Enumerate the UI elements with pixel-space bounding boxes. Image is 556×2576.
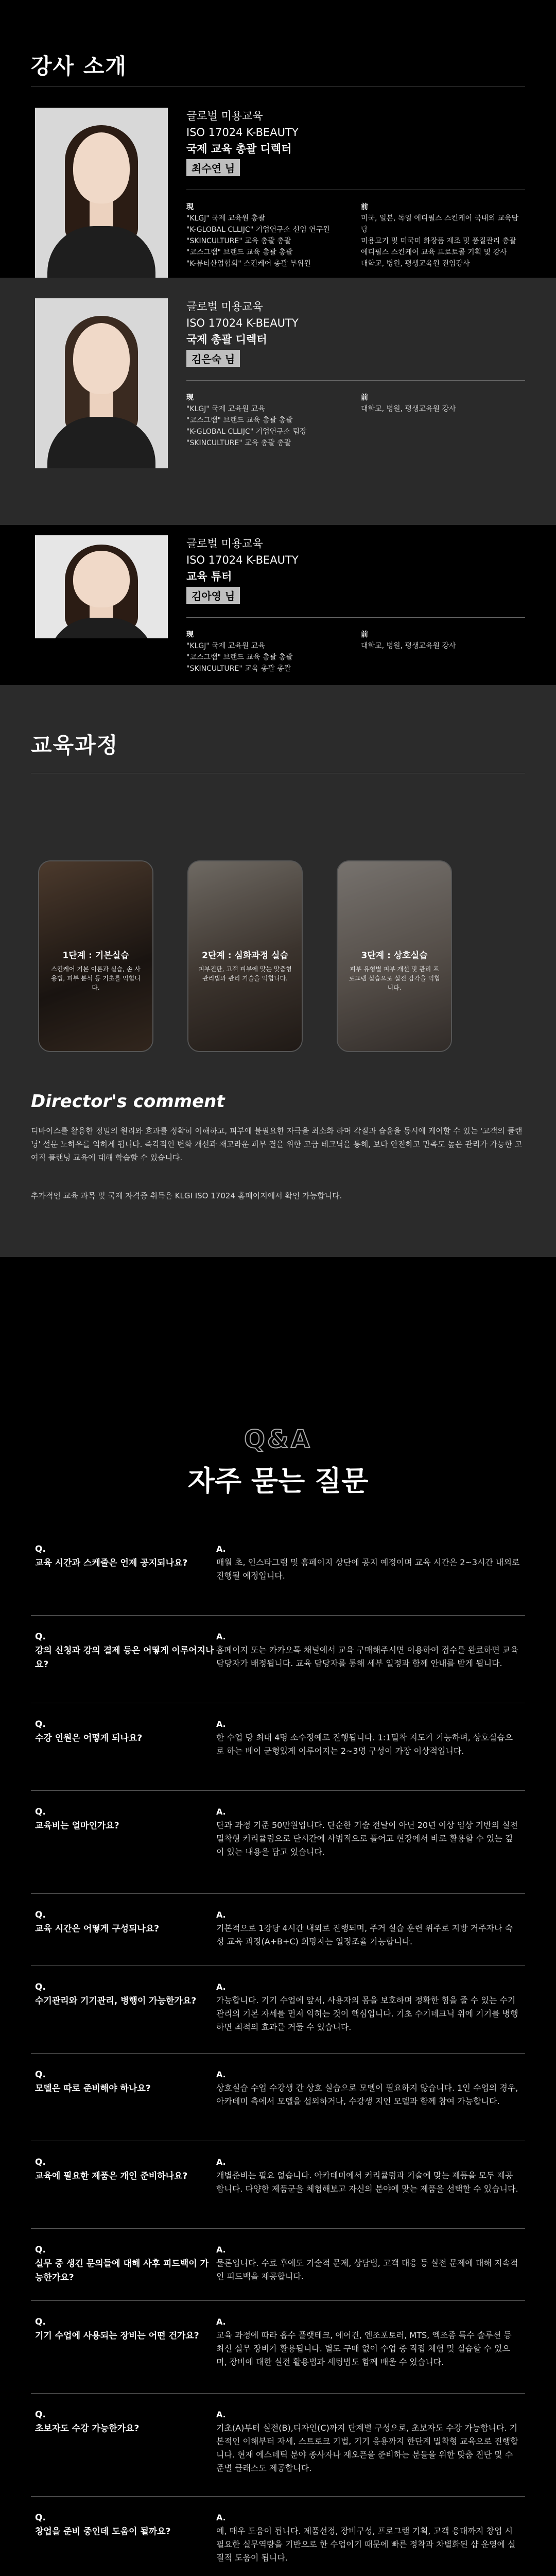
section-title: 강사 소개 [31,54,127,79]
q-mark: Q. [35,1719,46,1730]
faq-question [31,1718,216,1790]
q-mark: Q. [35,2070,46,2080]
faq-question [31,1543,216,1615]
faq-item [31,2394,525,2497]
faq-question-text: 교육 시간과 스케줄은 언제 공지되나요? [35,1558,188,1568]
faq-answer-text: 홈페이지 또는 카카오톡 채널에서 교육 구매해주시면 이용하여 접수를 완료하면 교육 담당자가 배정됩니다. 교육 담당자를 통해 세부 일정과 함께 안내를 받게 됩니다. [216,1645,518,1668]
instructor-role: 국제 교육 총괄 디렉터 [186,143,292,155]
instructor-name: 김아영 님 [186,587,240,604]
a-mark: A. [216,1719,226,1729]
course-card-practice [337,860,452,1052]
a-mark: A. [216,2070,226,2079]
qa-header [0,1425,556,1499]
qa-title-ko: 자주 묻는 질문 [187,1465,369,1497]
faq-question-text: 강의 신청과 강의 결제 등은 어떻게 이루어지나요? [35,1646,214,1670]
faq-answer-text: 교육 과정에 따라 흡수 플랫테크, 에어건, 엔조포토러, MTS, 엑조좀 특수 솔루션 등 최신 실무 장비가 활용됩니다. 별도 구매 없이 수업 중 직접 체험 및 실습할 수 있으며, 장비에 대한 실전 활용법과 세팅법도 함께 배울 수 있습니다. [216,2330,512,2367]
faq-answer [216,2243,525,2300]
faq-question-text: 수기관리와 기기관리, 병행이 가능한가요? [35,1996,197,2006]
instructor-name: 최수연 님 [186,159,240,176]
instructor-info [168,535,525,674]
a-mark: A. [216,1807,226,1817]
faq-answer [216,2156,525,2228]
q-mark: Q. [35,1807,46,1817]
a-mark: A. [216,2245,226,2255]
instructors-section [0,0,556,695]
faq-answer-text: 기초(A)부터 실전(B),디자인(C)까지 단계별 구성으로, 초보자도 수강 가능합니다. 기본적인 이해부터 자세, 스트로크 기법, 기기 응용까지 한단계 밀착형 교육으로 진행합니다. 현재 에스테틱 분야 종사자나 재오픈을 준비하는 분들을 위한 맞춤 진단 및 수준별 클래스도 제공합니다. [216,2423,518,2473]
instructor-info [168,108,525,268]
instructor-cert: ISO 17024 K-BEAUTY [186,554,299,566]
course-card-desc: 피부진단, 고객 피부에 맞는 맞춤형 관리법과 관리 기술을 익힙니다. [198,965,292,982]
q-mark: Q. [35,2513,46,2523]
course-card-title: 3단계 : 상호실습 [361,951,428,961]
faq-answer [216,1908,525,1965]
faq-item [31,1528,525,1616]
instructor-org: 글로벌 미용교육 [186,300,263,313]
a-mark: A. [216,1982,226,1992]
faq-answer-text: 예, 매우 도움이 됩니다. 제품선정, 장비구성, 프로그램 기획, 고객 응대까지 창업 시 필요한 실무역량을 기반으로 한 수업이기 때문에 빠른 정착과 차별화된 샵 운영에 실질적 도움이 됩니다. [216,2526,516,2563]
faq-answer-text: 매월 초, 인스타그램 및 홈페이지 상단에 공지 예정이며 교육 시간은 2~3시간 내외로 진행될 예정입니다. [216,1557,520,1581]
q-mark: Q. [35,1910,46,1920]
faq-answer-text: 기본적으로 1강당 4시간 내외로 진행되며, 주거 실습 훈련 위주로 지방 거주자나 숙성 교육 과정(A+B+C) 희망자는 일정조율 가능합니다. [216,1923,513,1946]
a-mark: A. [216,2317,226,2327]
past-career: 前 대학교, 병원, 평생교육원 강사 [361,394,456,413]
faq-question [31,2315,216,2393]
faq-question-text: 기기 수업에 사용되는 장비는 어떤 건가요? [35,2331,199,2341]
faq-question-text: 모델은 따로 준비해야 하나요? [35,2083,151,2094]
q-mark: Q. [35,2157,46,2167]
q-mark: Q. [35,1632,46,1642]
instructor-card [0,278,556,525]
faq-question [31,1908,216,1965]
faq-item [31,1791,525,1894]
faq-question-text: 수강 인원은 어떻게 되나요? [35,1733,143,1743]
faq-question [31,2243,216,2300]
instructor-info [168,298,525,504]
current-career: 現 "KLGJ" 국제 교육원 총괄 "K-GLOBAL CLLIJC" 기업연구소 선임 연구원 "SKINCULTURE" 교육 총괄 총괄 "코스그램" 브랜드 교육 총괄 총괄 "K-뷰티산업협회" 스킨케어 총괄 부위원 [186,203,330,268]
q-mark: Q. [35,1544,46,1554]
instructor-org: 글로벌 미용교육 [186,110,263,122]
q-mark: Q. [35,2410,46,2420]
instructor-photo [35,108,168,278]
instructor-role: 교육 튜터 [186,570,232,583]
course-card-advanced [187,860,303,1052]
faq-item [31,2054,525,2141]
instructor-org: 글로벌 미용교육 [186,537,263,550]
instructor-cert: ISO 17024 K-BEAUTY [186,317,299,329]
faq-answer [216,2511,525,2576]
qa-title-en: Q&A [244,1425,312,1454]
section-title: 교육과정 [31,733,119,758]
instructor-photo [35,535,168,638]
q-mark: Q. [35,2245,46,2255]
divider [186,380,525,381]
past-career: 前 미국, 일본, 독일 에디필스 스킨케어 국내외 교육담당 미용고기 및 미국미 화장품 제조 및 품질관리 총괄 에디필스 스킨케어 교육 프로토콜 기획 및 강사 대학교, 병원, 평생교육원 전임강사 [361,203,519,268]
faq-question-text: 창업을 준비 중인데 도움이 될까요? [35,2527,171,2537]
faq-answer-text: 단과 과정 기준 50만원입니다. 단순한 기술 전달이 아닌 20년 이상 임상 기반의 실전 밀착형 커리큘럼으로 단시간에 사범적으로 풀어고 현장에서 바로 활용할 수 있는 깊이 있는 내용을 담고 있습니다. [216,1820,518,1857]
past-career: 前 대학교, 병원, 평생교육원 강사 [361,631,456,650]
faq-question-text: 실무 중 생긴 문의들에 대해 사후 피드백이 가능한가요? [35,2259,209,2283]
faq-item [31,2141,525,2229]
faq-question-text: 교육비는 얼마인가요? [35,1821,119,1831]
course-card-title: 1단계 : 기본실습 [62,951,129,961]
instructor-photo [35,298,168,468]
faq-question-text: 초보자도 수강 가능한가요? [35,2424,140,2434]
faq-answer [216,2315,525,2393]
q-mark: Q. [35,2317,46,2327]
current-career: 現 "KLGJ" 국제 교육원 교육 "코스그램" 브랜드 교육 총괄 총괄 "SKINCULTURE" 교육 총괄 총괄 [186,631,293,673]
course-card-basic [38,860,153,1052]
faq-answer-text: 한 수업 당 최대 4명 소수정예로 진행됩니다. 1:1밀착 지도가 가능하며, 상호실습으로 하는 베이 균형있게 이루어지는 2~3명 구성이 가장 이상적입니다. [216,1733,513,1756]
faq-item [31,1894,525,1966]
faq-answer [216,1543,525,1615]
faq-item [31,2497,525,2576]
a-mark: A. [216,2410,226,2419]
faq-item [31,1616,525,1703]
a-mark: A. [216,1632,226,1641]
faq-question-text: 교육 시간은 어떻게 구성되나요? [35,1924,160,1934]
faq-question [31,2156,216,2228]
course-card-desc: 피부 유형별 피부 개선 및 관리 프로그램 실습으로 실전 감각을 익힙니다. [349,965,440,991]
faq-answer [216,2408,525,2496]
faq-question [31,1980,216,2053]
faq-question [31,2068,216,2141]
faq-question [31,2511,216,2576]
faq-item [31,1703,525,1791]
a-mark: A. [216,1544,226,1554]
faq-question-text: 교육에 필요한 제품은 개인 준비하나요? [35,2171,188,2181]
faq-question [31,1630,216,1703]
faq-answer-text: 가능합니다. 기기 수업에 앞서, 사용자의 몸을 보호하며 정확한 힘을 줄 수 있는 수기관리의 기본 자세를 먼저 익히는 것이 핵심입니다. 기초 수기테크닉 위에 기기를 병행하면 최적의 효과를 거둘 수 있습니다. [216,1995,518,2032]
faq-item [31,2301,525,2394]
instructor-cert: ISO 17024 K-BEAUTY [186,126,299,139]
instructor-card [31,87,525,278]
faq-answer-text: 물론입니다. 수료 후에도 기술적 문제, 상담법, 고객 대응 등 실전 문제에 대해 지속적인 피드백을 제공합니다. [216,2258,518,2281]
faq-answer [216,1630,525,1703]
instructor-card [31,525,525,695]
faq-answer [216,1805,525,1893]
director-comment-text: 디바이스를 활용한 정밀의 원리와 효과를 정확히 이해하고, 피부에 불필요한 자극을 최소화 하며 각질과 습윤을 동시에 케어할 수 있는 '고객의 플랜닝' 설문 노하우를 익히게 됩니다. 즉각적인 변화 개선과 재고라운 피부 결을 위한 고급 테크닉을 통해, 보다 안전하고 만족도 높은 관리가 가능한 고여직 플랜닝 교육에 대해 학습할 수 있습니다. [31,1126,523,1162]
a-mark: A. [216,2157,226,2167]
instructor-name: 김은숙 님 [186,350,240,367]
divider [186,617,525,618]
faq-answer-text: 상호실습 수업 수강생 간 상호 실습으로 모델이 필요하지 않습니다. 1인 수업의 경우, 아카데미 측에서 모델을 섭외하거나, 수강생 지인 모델과 함께 참여 가능합니다. [216,2083,518,2106]
current-career: 現 "KLGJ" 국제 교육원 교육 "코스그램" 브랜드 교육 총괄 총괄 "K-GLOBAL CLLIJC" 기업연구소 팀장 "SKINCULTURE" 교육 총괄 총괄 [186,394,307,447]
faq-question [31,2408,216,2496]
faq-answer [216,2068,525,2141]
faq-item [31,2229,525,2301]
faq-answer [216,1980,525,2053]
a-mark: A. [216,1910,226,1920]
director-comment-note: 추가적인 교육 과목 및 국제 자격증 취득은 KLGI ISO 17024 홈페이지에서 확인 가능합니다. [31,1191,342,1200]
faq-list [31,1528,525,2576]
faq-answer [216,1718,525,1790]
curriculum-section [0,685,556,1257]
instructor-role: 국제 총괄 디렉터 [186,333,267,346]
director-comment-title: Director's comment [31,1091,225,1112]
q-mark: Q. [35,1982,46,1992]
faq-answer-text: 개별준비는 필요 없습니다. 아카데미에서 커리큘럼과 기술에 맞는 제품을 모두 제공합니다. 다양한 제품군을 체험해보고 자신의 분야에 맞는 제품을 선택할 수 있습니다. [216,2171,518,2194]
a-mark: A. [216,2513,226,2522]
faq-item [31,1966,525,2054]
faq-question [31,1805,216,1893]
course-card-desc: 스킨케어 기본 이론과 실습, 손 사용법, 피부 분석 등 기초를 익힙니다. [51,965,141,991]
course-card-title: 2단계 : 심화과정 실습 [202,951,288,961]
